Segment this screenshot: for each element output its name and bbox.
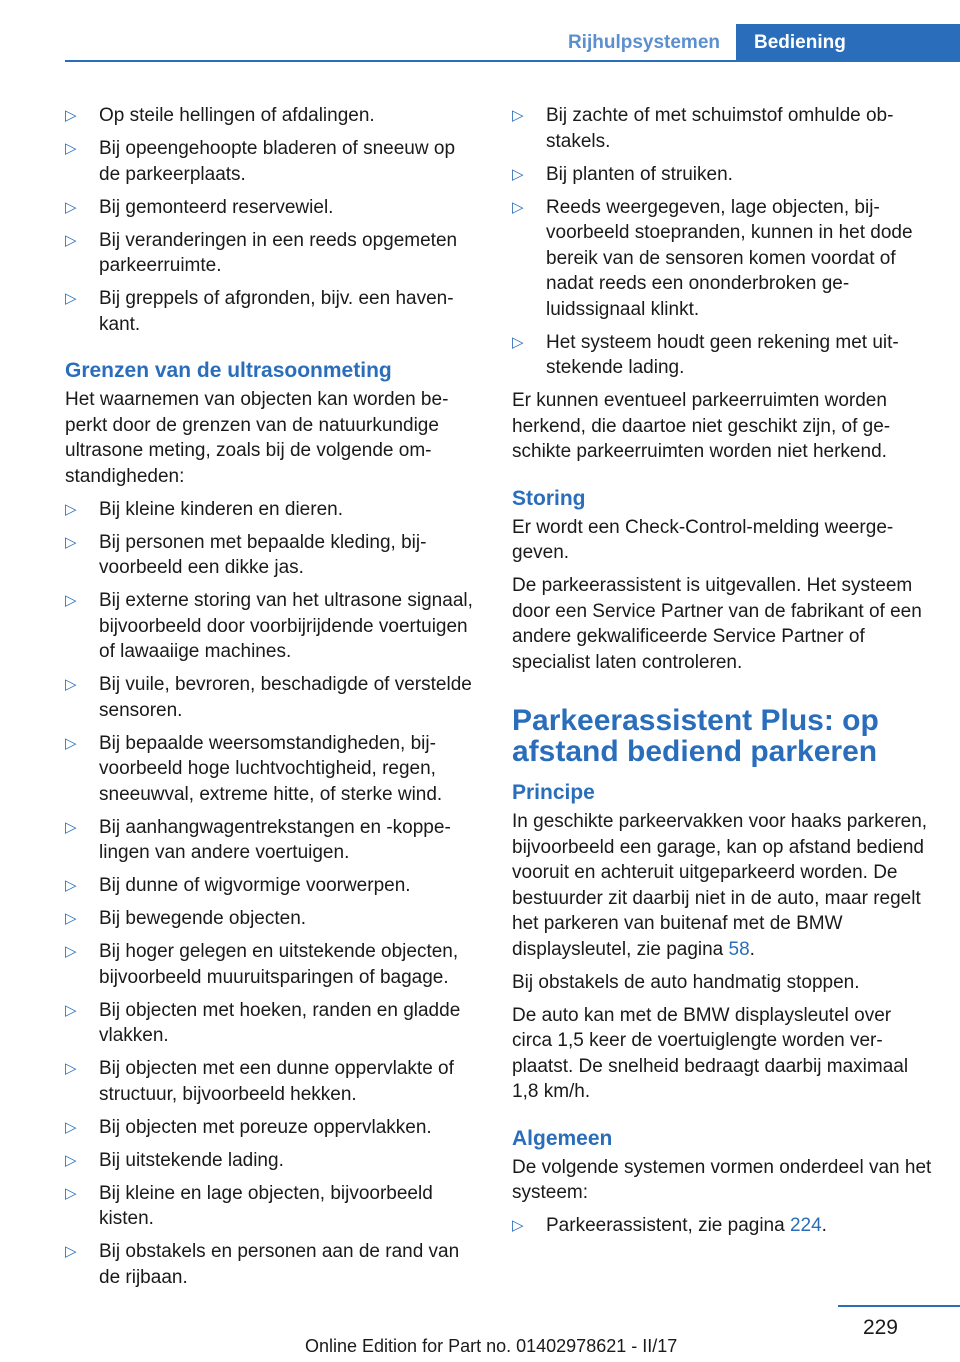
footer-edition: Online Edition for Part no. 01402978621 - II/17 bbox=[305, 1336, 678, 1356]
limits-list-continued bbox=[512, 103, 932, 381]
bullet-marker-icon: ▷ bbox=[512, 165, 524, 183]
list-item: ▷ Bij objecten met hoeken, randen en gladde vlakken. bbox=[65, 999, 461, 1046]
section-title: Parkeerassistent Plus: op afstand bediend parkeren bbox=[512, 704, 879, 768]
list-item: ▷ Bij uitstekende lading. bbox=[65, 1148, 479, 1174]
list-item: ▷ Bij aanhangwagentrekstangen en ‑koppelingen van andere voertuigen. bbox=[65, 816, 451, 863]
list-item: ▷ Bij obstakels en personen aan de rand van de rijbaan. bbox=[65, 1241, 460, 1288]
list-item: ▷ Bij objecten met poreuze oppervlakken. bbox=[65, 1115, 479, 1141]
list-item: ▷ Bij opeengehoopte bladeren of sneeuw op de parkeerplaats. bbox=[65, 138, 456, 185]
list-item: ▷ Het systeem houdt geen rekening met uitstekende lading. bbox=[512, 331, 899, 378]
page-link-224[interactable]: 224 bbox=[789, 1215, 822, 1236]
bullet-marker-icon: ▷ bbox=[65, 198, 77, 216]
bullet-marker-icon: ▷ bbox=[65, 1151, 77, 1169]
principle-heading: Principe bbox=[512, 781, 595, 804]
limits-list bbox=[65, 497, 479, 1291]
list-item: ▷ Bij externe storing van het ultrasone signaal, bijvoorbeeld door voorbijrijdende voertuigen of lawaaiige machines. bbox=[65, 590, 473, 662]
bullet-marker-icon: ▷ bbox=[65, 533, 77, 551]
bullet-marker-icon: ▷ bbox=[65, 818, 77, 836]
bullet-marker-icon: ▷ bbox=[512, 333, 524, 351]
left-column bbox=[65, 103, 479, 1298]
active-chapter-tab[interactable]: Bediening bbox=[736, 24, 960, 62]
page-number: 229 bbox=[862, 1316, 898, 1339]
list-item: ▷ Bij vuile, bevroren, beschadigde of verstelde sensoren. bbox=[65, 674, 472, 721]
footer-rule bbox=[838, 1305, 960, 1307]
bullet-marker-icon: ▷ bbox=[65, 734, 77, 752]
limits-intro: Het waarnemen van objecten kan worden beperkt door de grenzen van de natuurkundige ultrasone meting, zoals bij de volgende omstandigheden: bbox=[65, 389, 449, 487]
bullet-marker-icon: ▷ bbox=[65, 1184, 77, 1202]
bullet-marker-icon: ▷ bbox=[65, 910, 77, 927]
fault-paragraph-1: Er wordt een Check-Control-melding weergegeven. bbox=[512, 516, 894, 563]
bullet-marker-icon: ▷ bbox=[65, 1060, 77, 1077]
section-tab[interactable]: Rijhulpsystemen bbox=[567, 32, 720, 53]
general-heading: Algemeen bbox=[512, 1126, 613, 1150]
principle-paragraph-3: De auto kan met de BMW displaysleutel over circa 1,5 keer de voertuiglengte worden verplaatst. De snelheid bedraagt daarbij maximaal 1,8 km/h. bbox=[512, 1004, 909, 1102]
header-tabs bbox=[552, 24, 960, 62]
bullet-marker-icon: ▷ bbox=[512, 1217, 524, 1234]
page-link-58[interactable]: 58 bbox=[728, 938, 750, 960]
bullet-marker-icon: ▷ bbox=[65, 231, 77, 249]
conditions-list bbox=[65, 103, 479, 337]
list-item: ▷ Parkeerassistent, zie pagina 224. bbox=[512, 1213, 932, 1239]
list-item: ▷ Bij greppels of afgronden, bijv. een havenkant. bbox=[65, 288, 454, 335]
systems-list bbox=[512, 1213, 932, 1239]
list-item: ▷ Bij objecten met een dunne oppervlakte of structuur, bijvoorbeeld hekken. bbox=[65, 1058, 454, 1105]
bullet-marker-icon: ▷ bbox=[65, 107, 77, 124]
fault-paragraph-2: De parkeerassistent is uitgevallen. Het systeem door een Service Partner van de fabrikant of een andere gekwalificeerde Service Partner of specialist laten controleren. bbox=[512, 575, 922, 673]
list-item: ▷ Bij kleine en lage objecten, bijvoorbeeld kisten. bbox=[65, 1182, 433, 1229]
recognition-note: Er kunnen eventueel parkeerruimten worden herkend, die daartoe niet geschikt zijn, of geschikte parkeerruimten worden niet herkend. bbox=[512, 390, 891, 462]
list-item: ▷ Reeds weergegeven, lage objecten, bijvoorbeeld stoepranden, kunnen in het dode bereik van de sensoren komen voordat of nadat reeds een ononderbroken geluidssignaal klinkt. bbox=[512, 196, 913, 320]
principle-paragraph-1: In geschikte parkeervakken voor haaks parkeren, bijvoorbeeld een garage, kan op afstand bediend vooruit en achteruit uitgeparkeerd worden. De bestuurder zit daarbij niet in de auto, maar regelt het parkeren van buitenaf met de BMW displaysleutel, zie pagina 58. bbox=[512, 811, 928, 960]
limits-heading: Grenzen van de ultrasoonmeting bbox=[65, 359, 392, 382]
right-column bbox=[512, 103, 932, 1246]
bullet-marker-icon: ▷ bbox=[65, 1118, 77, 1136]
list-item: ▷ Op steile hellingen of afdalingen. bbox=[65, 103, 479, 129]
list-item: ▷ Bij bewegende objecten. bbox=[65, 906, 479, 932]
header-rule bbox=[65, 60, 960, 62]
bullet-marker-icon: ▷ bbox=[65, 140, 77, 157]
bullet-marker-icon: ▷ bbox=[512, 107, 524, 124]
bullet-marker-icon: ▷ bbox=[65, 500, 77, 518]
list-item: ▷ Bij kleine kinderen en dieren. bbox=[65, 497, 479, 523]
list-item: ▷ Bij dunne of wigvormige voorwerpen. bbox=[65, 873, 479, 899]
list-item: ▷ Bij zachte of met schuimstof omhulde obstakels. bbox=[512, 105, 894, 152]
list-item: ▷ Bij personen met bepaalde kleding, bijvoorbeeld een dikke jas. bbox=[65, 531, 427, 578]
principle-paragraph-2: Bij obstakels de auto handmatig stoppen. bbox=[512, 971, 860, 993]
fault-heading: Storing bbox=[512, 486, 586, 510]
bullet-marker-icon: ▷ bbox=[65, 676, 77, 693]
bullet-marker-icon: ▷ bbox=[65, 943, 77, 960]
bullet-marker-icon: ▷ bbox=[65, 1001, 77, 1019]
bullet-marker-icon: ▷ bbox=[65, 877, 77, 894]
list-item: ▷ Bij hoger gelegen en uitstekende objecten, bijvoorbeeld muuruitsparingen of bagage. bbox=[65, 941, 459, 988]
list-item: ▷ Bij bepaalde weersomstandigheden, bijvoorbeeld hoge luchtvochtigheid, regen, sneeuwval, extreme hitte, of sterke wind. bbox=[65, 732, 443, 805]
bullet-marker-icon: ▷ bbox=[65, 1243, 77, 1260]
list-item: ▷ Bij veranderingen in een reeds opgemeten parkeerruimte. bbox=[65, 229, 458, 276]
list-item: ▷ Bij gemonteerd reservewiel. bbox=[65, 195, 479, 221]
bullet-marker-icon: ▷ bbox=[65, 290, 77, 307]
bullet-marker-icon: ▷ bbox=[512, 198, 524, 216]
list-item: ▷ Bij planten of struiken. bbox=[512, 162, 932, 188]
bullet-marker-icon: ▷ bbox=[65, 592, 77, 609]
general-paragraph: De volgende systemen vormen onderdeel van het systeem: bbox=[512, 1156, 932, 1203]
